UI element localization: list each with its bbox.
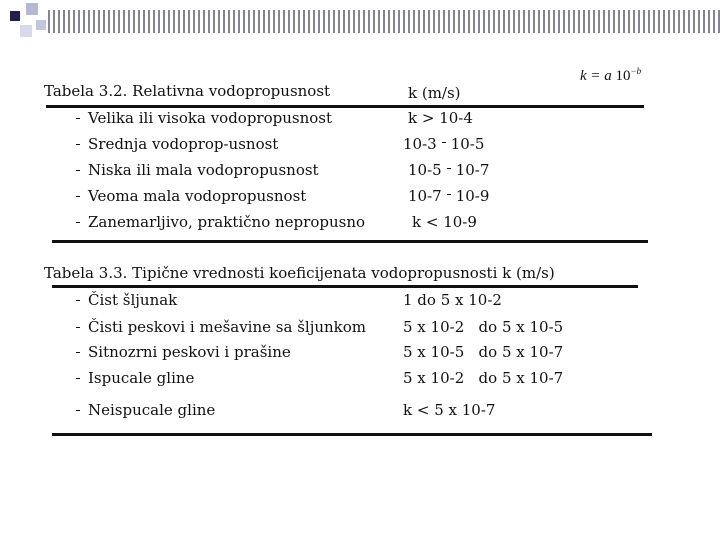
table2-row-value: 1 do 5 x 10-2 <box>403 291 502 309</box>
table1-bullet <box>76 170 80 171</box>
table1-bottom-rule <box>52 240 648 243</box>
table2-bullet <box>76 327 80 328</box>
table2-row-value: 5 x 10-2 do 5 x 10-7 <box>403 369 564 387</box>
table1-row-label: Niska ili mala vodopropusnost <box>88 161 319 179</box>
table2-title: Tabela 3.3. Tipične vrednosti koeficijenata vodopropusnosti k (m/s) <box>44 264 555 282</box>
table1-column-header: k (m/s) <box>408 84 461 102</box>
table2-row-label: Neispucale gline <box>88 401 216 419</box>
range-from: 10-5 <box>408 161 442 179</box>
table2-top-rule <box>52 285 638 288</box>
table1-row-range <box>408 161 489 179</box>
table1-bullet <box>76 118 80 119</box>
range-to: 10-9 <box>455 187 490 205</box>
decor-square-light-2 <box>36 20 46 30</box>
table2-row-value: 5 x 10-5 do 5 x 10-7 <box>403 343 564 361</box>
table1-row-label: Zanemarljivo, praktično nepropusno <box>88 213 366 231</box>
table2-row-value: 5 x 10-2 do 5 x 10-5 <box>403 318 564 336</box>
table1-row-value: k < 10-9 <box>412 213 477 231</box>
range-from: 10-3 <box>403 135 437 153</box>
table1-title: Tabela 3.2. Relativna vodopropusnost <box>44 82 331 100</box>
table1-row-range <box>403 135 484 153</box>
table1-row-label: Velika ili visoka vodopropusnost <box>88 109 333 127</box>
table2-row-label: Čisti peskovi i mešavine sa šljunkom <box>88 318 367 336</box>
table1-top-rule <box>46 105 644 108</box>
table2-bullet <box>76 352 80 353</box>
table2-bullet <box>76 410 80 411</box>
table2-row-label: Ispucale gline <box>88 369 195 387</box>
range-to: 10-7 <box>455 161 490 179</box>
table2-bullet <box>76 378 80 379</box>
table2-bottom-rule <box>52 433 652 436</box>
range-dash <box>447 194 451 195</box>
formula-base: 10 <box>615 68 631 84</box>
decor-square-mid <box>26 3 38 15</box>
table1-bullet <box>76 196 80 197</box>
formula-exponent: −b <box>630 66 642 76</box>
decor-striped-banner <box>48 10 720 33</box>
table2-row-label: Čist šljunak <box>88 291 178 309</box>
table1-row-range <box>408 187 489 205</box>
table1-bullet <box>76 222 80 223</box>
table2-row-label: Sitnozrni peskovi i prašine <box>88 343 291 361</box>
formula-lhs: k = a <box>580 68 612 84</box>
table1-row-label: Veoma mala vodopropusnost <box>88 187 307 205</box>
slide-decoration <box>0 0 720 48</box>
table2-row-value: k < 5 x 10-7 <box>403 401 496 419</box>
table1-row-value: k > 10-4 <box>408 109 473 127</box>
table1-row-label: Srednja vodoprop-usnost <box>88 135 279 153</box>
permeability-formula <box>580 66 641 85</box>
range-to: 10-5 <box>450 135 485 153</box>
decor-square-dark <box>10 11 20 21</box>
table2-bullet <box>76 300 80 301</box>
decor-square-light <box>20 25 32 37</box>
range-from: 10-7 <box>408 187 442 205</box>
range-dash <box>447 168 451 169</box>
range-dash <box>442 142 446 143</box>
table1-bullet <box>76 144 80 145</box>
